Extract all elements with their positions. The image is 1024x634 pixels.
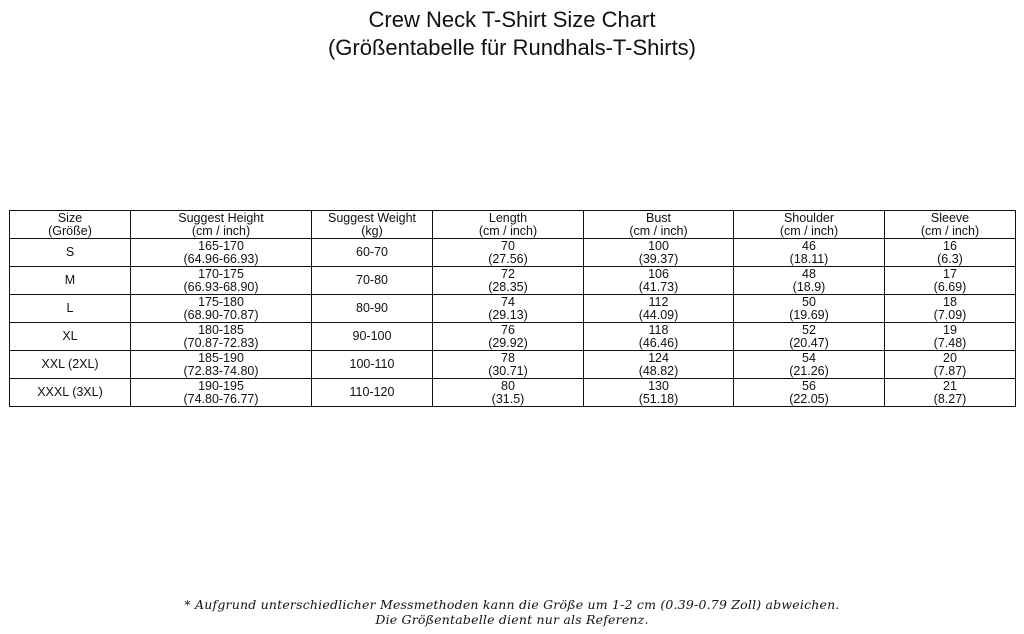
weight-cell: 110-120 (312, 379, 433, 407)
length-cell: 80 (31.5) (433, 379, 584, 407)
height-cell: 190-195 (74.80-76.77) (131, 379, 312, 407)
sleeve-cell: 18 (7.09) (885, 295, 1016, 323)
size-cell: XL (10, 323, 131, 351)
weight-cell: 70-80 (312, 267, 433, 295)
shoulder-cell: 56 (22.05) (734, 379, 885, 407)
sleeve-cell: 19 (7.48) (885, 323, 1016, 351)
header-suggest-height: Suggest Height (cm / inch) (131, 211, 312, 239)
height-cell: 170-175 (66.93-68.90) (131, 267, 312, 295)
height-cell: 180-185 (70.87-72.83) (131, 323, 312, 351)
size-cell: XXXL (3XL) (10, 379, 131, 407)
bust-cell: 100 (39.37) (584, 239, 734, 267)
weight-cell: 100-110 (312, 351, 433, 379)
bust-cell: 130 (51.18) (584, 379, 734, 407)
shoulder-cell: 54 (21.26) (734, 351, 885, 379)
measurement-note-line1: * Aufgrund unterschiedlicher Messmethoden kann die Größe um 1-2 cm (0.39-0.79 Zoll) abweichen. (184, 597, 840, 612)
table-row (10, 379, 1016, 407)
height-cell: 165-170 (64.96-66.93) (131, 239, 312, 267)
length-cell: 72 (28.35) (433, 267, 584, 295)
shoulder-cell: 48 (18.9) (734, 267, 885, 295)
length-cell: 78 (30.71) (433, 351, 584, 379)
table-row (10, 351, 1016, 379)
weight-cell: 60-70 (312, 239, 433, 267)
length-cell: 70 (27.56) (433, 239, 584, 267)
shoulder-cell: 46 (18.11) (734, 239, 885, 267)
header-shoulder: Shoulder (cm / inch) (734, 211, 885, 239)
header-length: Length (cm / inch) (433, 211, 584, 239)
header-size: Size (Größe) (10, 211, 131, 239)
header-bust: Bust (cm / inch) (584, 211, 734, 239)
size-cell: S (10, 239, 131, 267)
sleeve-cell: 16 (6.3) (885, 239, 1016, 267)
shoulder-cell: 52 (20.47) (734, 323, 885, 351)
size-cell: L (10, 295, 131, 323)
weight-cell: 80-90 (312, 295, 433, 323)
bust-cell: 124 (48.82) (584, 351, 734, 379)
table-row (10, 239, 1016, 267)
sleeve-cell: 17 (6.69) (885, 267, 1016, 295)
size-cell: M (10, 267, 131, 295)
weight-cell: 90-100 (312, 323, 433, 351)
table-row (10, 323, 1016, 351)
table-row (10, 267, 1016, 295)
length-cell: 74 (29.13) (433, 295, 584, 323)
chart-title-german: (Größentabelle für Rundhals-T-Shirts) (327, 35, 697, 60)
table-header-row (10, 211, 1016, 239)
sleeve-cell: 20 (7.87) (885, 351, 1016, 379)
shoulder-cell: 50 (19.69) (734, 295, 885, 323)
table-row (10, 295, 1016, 323)
bust-cell: 106 (41.73) (584, 267, 734, 295)
measurement-note-line2: Die Größentabelle dient nur als Referenz. (375, 612, 649, 627)
sleeve-cell: 21 (8.27) (885, 379, 1016, 407)
bust-cell: 112 (44.09) (584, 295, 734, 323)
height-cell: 185-190 (72.83-74.80) (131, 351, 312, 379)
height-cell: 175-180 (68.90-70.87) (131, 295, 312, 323)
header-suggest-weight: Suggest Weight (kg) (312, 211, 433, 239)
bust-cell: 118 (46.46) (584, 323, 734, 351)
chart-title (0, 6, 1024, 62)
size-table (9, 210, 1016, 407)
length-cell: 76 (29.92) (433, 323, 584, 351)
measurement-note (0, 597, 1024, 627)
size-cell: XXL (2XL) (10, 351, 131, 379)
chart-title-english: Crew Neck T-Shirt Size Chart (368, 7, 656, 32)
header-sleeve: Sleeve (cm / inch) (885, 211, 1016, 239)
